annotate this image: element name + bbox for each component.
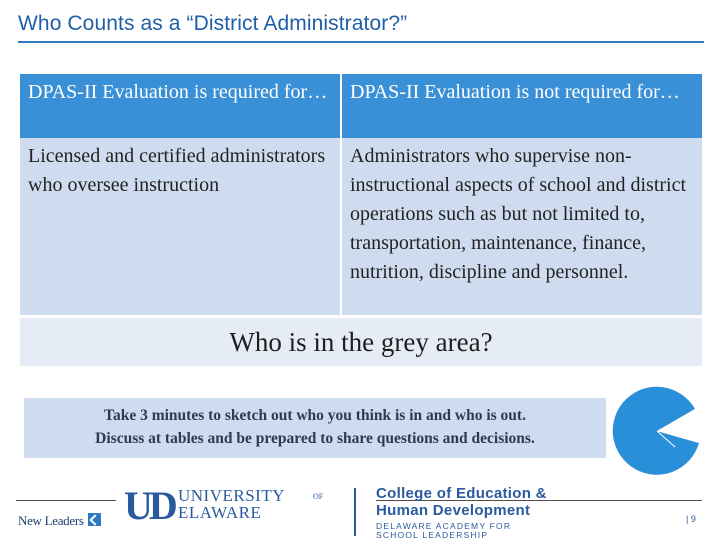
logo-divider [354,488,356,536]
page-number: | 9 [686,514,696,524]
partial-circle-logo-icon [609,383,705,479]
title-divider [18,41,704,43]
header-not-required: DPAS-II Evaluation is not required for… [342,74,702,138]
ud-delaware-text: ELAWARE [178,503,262,522]
slide-title: Who Counts as a “District Administrator?” [18,12,408,35]
new-leaders-logo-text: New Leaders [18,513,84,528]
college-name-line-2: Human Development [376,502,531,519]
comparison-table [20,74,702,315]
instruction-line-1: Take 3 minutes to sketch out who you think is in and who is out. [104,407,526,424]
ud-monogram: UD [124,483,174,528]
college-name-line-1: College of Education & [376,485,547,502]
table-header-row [20,74,702,138]
header-required: DPAS-II Evaluation is required for… [20,74,340,138]
table-body-row [20,138,702,315]
academy-name-line-1: DELAWARE ACADEMY FOR [376,521,512,531]
instruction-line-2: Discuss at tables and be prepared to share questions and decisions. [95,430,535,447]
cell-required: Licensed and certified administrators who oversee instruction [20,138,340,315]
academy-name-line-2: SCHOOL LEADERSHIP [376,530,489,540]
ud-of-text: OF [313,492,324,501]
grey-area-row: Who is in the grey area? [20,318,702,366]
new-leaders-arrow-icon [88,513,101,526]
footer-rule-left [16,500,116,501]
cell-not-required: Administrators who supervise non-instructional aspects of school and district operations such as but not limited to, transportation, maintenance, finance, nutrition, discipline and personnel. [342,138,702,315]
ud-university-text: UNIVERSITY [178,486,285,505]
instruction-box [24,398,606,458]
